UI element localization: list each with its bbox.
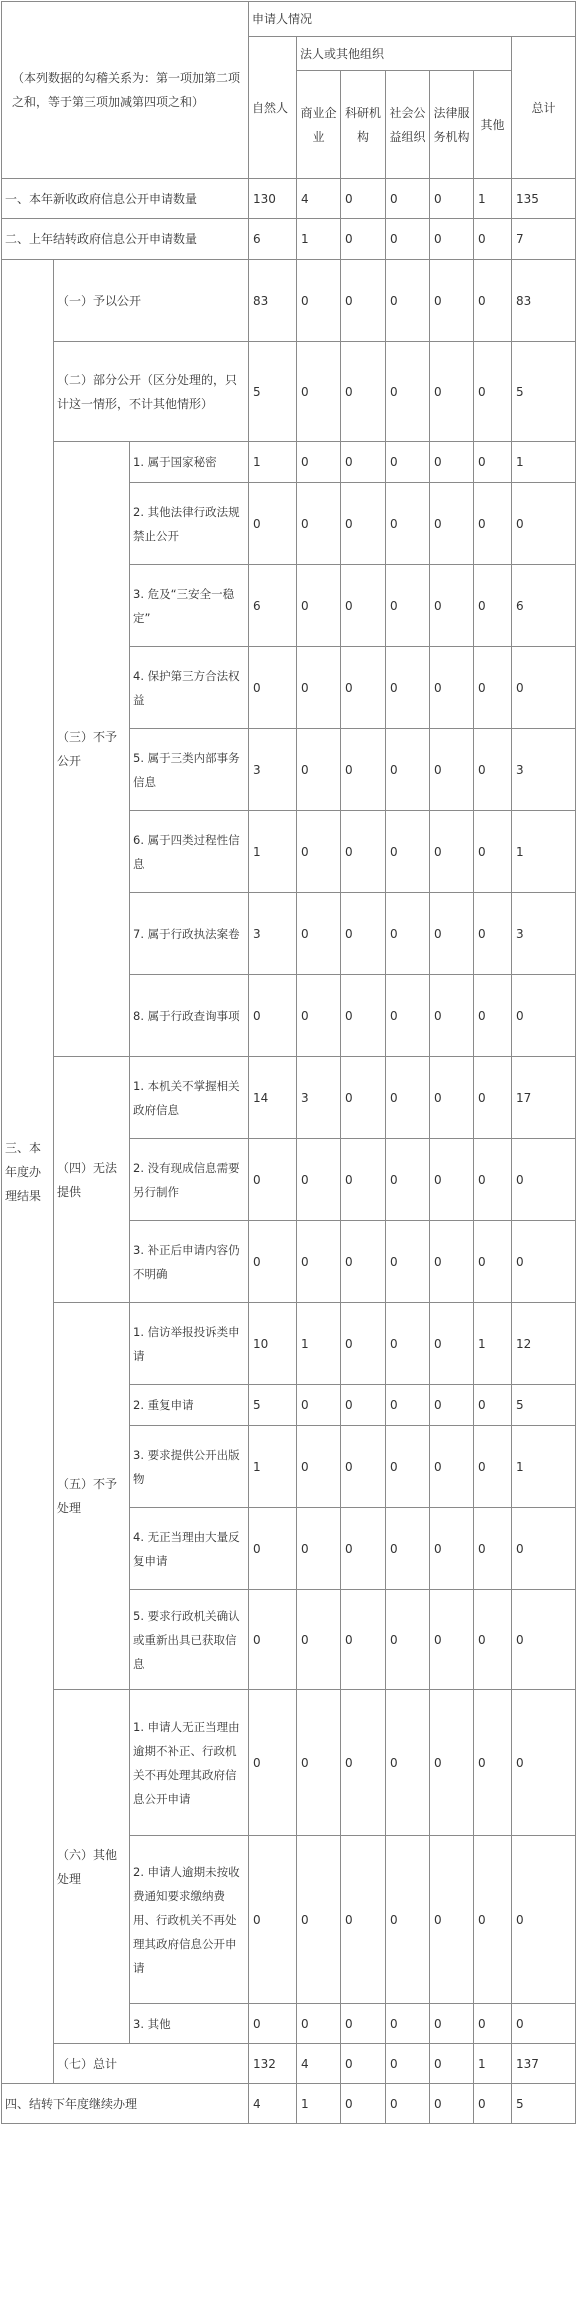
legal-group-header: 法人或其他组织 <box>297 37 512 71</box>
item-label: 6. 属于四类过程性信息 <box>130 811 249 893</box>
value-cell: 0 <box>430 729 474 811</box>
value-cell: 0 <box>386 1139 430 1221</box>
item-label: 1. 申请人无正当理由逾期不补正、行政机关不再处理其政府信息公开申请 <box>130 1690 249 1836</box>
research-header: 科研机构 <box>341 71 386 179</box>
value-cell: 0 <box>297 1385 341 1426</box>
value-cell: 3 <box>512 729 576 811</box>
commercial-header: 商业企业 <box>297 71 341 179</box>
value-cell: 0 <box>341 1836 386 2004</box>
value-cell: 0 <box>341 2044 386 2084</box>
value-cell: 0 <box>386 219 430 260</box>
table-row <box>2 1057 576 1139</box>
value-cell: 0 <box>341 1303 386 1385</box>
value-cell: 0 <box>341 1426 386 1508</box>
table-row <box>2 219 576 260</box>
value-cell: 0 <box>474 1385 512 1426</box>
value-cell: 0 <box>386 1426 430 1508</box>
value-cell: 0 <box>297 1508 341 1590</box>
value-cell: 6 <box>249 565 297 647</box>
value-cell: 1 <box>249 442 297 483</box>
value-cell: 0 <box>430 1303 474 1385</box>
value-cell: 0 <box>249 2004 297 2044</box>
table-row <box>2 2084 576 2124</box>
value-cell: 0 <box>341 219 386 260</box>
value-cell: 0 <box>341 811 386 893</box>
value-cell: 0 <box>386 729 430 811</box>
value-cell: 0 <box>297 565 341 647</box>
item-label: 2. 其他法律行政法规禁止公开 <box>130 483 249 565</box>
value-cell: 0 <box>297 442 341 483</box>
item-label: 4. 无正当理由大量反复申请 <box>130 1508 249 1590</box>
value-cell: 0 <box>430 219 474 260</box>
item-label: 2. 重复申请 <box>130 1385 249 1426</box>
value-cell: 0 <box>341 1690 386 1836</box>
value-cell: 0 <box>430 342 474 442</box>
value-cell: 0 <box>249 647 297 729</box>
item-label: 5. 要求行政机关确认或重新出具已获取信息 <box>130 1590 249 1690</box>
value-cell: 0 <box>297 729 341 811</box>
value-cell: 6 <box>249 219 297 260</box>
item-label: 1. 本机关不掌握相关政府信息 <box>130 1057 249 1139</box>
value-cell: 0 <box>474 1590 512 1690</box>
value-cell: 0 <box>386 1690 430 1836</box>
value-cell: 0 <box>512 1508 576 1590</box>
value-cell: 83 <box>249 260 297 342</box>
item-label: 1. 信访举报投诉类申请 <box>130 1303 249 1385</box>
value-cell: 0 <box>474 1836 512 2004</box>
item-label: 1. 属于国家秘密 <box>130 442 249 483</box>
other-header: 其他 <box>474 71 512 179</box>
value-cell: 17 <box>512 1057 576 1139</box>
value-cell: 0 <box>341 729 386 811</box>
value-cell: 0 <box>512 1836 576 2004</box>
item-label: 5. 属于三类内部事务信息 <box>130 729 249 811</box>
value-cell: 3 <box>249 729 297 811</box>
value-cell: 0 <box>386 1385 430 1426</box>
table-row <box>2 179 576 219</box>
value-cell: 0 <box>512 2004 576 2044</box>
value-cell: 0 <box>341 647 386 729</box>
table-row <box>2 442 576 483</box>
value-cell: 0 <box>297 975 341 1057</box>
value-cell: 0 <box>386 893 430 975</box>
row-label: （七）总计 <box>54 2044 249 2084</box>
value-cell: 0 <box>297 1690 341 1836</box>
natural-person-header: 自然人 <box>249 37 297 179</box>
value-cell: 0 <box>249 1221 297 1303</box>
row-label: 一、本年新收政府信息公开申请数量 <box>2 179 249 219</box>
value-cell: 0 <box>297 647 341 729</box>
value-cell: 0 <box>474 893 512 975</box>
value-cell: 0 <box>430 1139 474 1221</box>
value-cell: 0 <box>430 179 474 219</box>
value-cell: 0 <box>341 2004 386 2044</box>
value-cell: 0 <box>430 1690 474 1836</box>
value-cell: 0 <box>341 975 386 1057</box>
value-cell: 0 <box>249 975 297 1057</box>
value-cell: 1 <box>512 442 576 483</box>
value-cell: 0 <box>341 260 386 342</box>
value-cell: 0 <box>386 1057 430 1139</box>
value-cell: 0 <box>430 1590 474 1690</box>
value-cell: 0 <box>341 565 386 647</box>
value-cell: 3 <box>249 893 297 975</box>
value-cell: 0 <box>512 647 576 729</box>
value-cell: 1 <box>249 811 297 893</box>
value-cell: 0 <box>430 811 474 893</box>
value-cell: 0 <box>474 483 512 565</box>
value-cell: 3 <box>512 893 576 975</box>
value-cell: 0 <box>474 1690 512 1836</box>
value-cell: 5 <box>249 1385 297 1426</box>
group-label: （五）不予处理 <box>54 1303 130 1690</box>
value-cell: 0 <box>474 2004 512 2044</box>
row-label: （一）予以公开 <box>54 260 249 342</box>
value-cell: 0 <box>341 179 386 219</box>
value-cell: 0 <box>512 975 576 1057</box>
value-cell: 0 <box>386 2044 430 2084</box>
value-cell: 0 <box>474 1139 512 1221</box>
value-cell: 0 <box>386 483 430 565</box>
value-cell: 0 <box>430 565 474 647</box>
value-cell: 0 <box>512 1590 576 1690</box>
value-cell: 5 <box>512 1385 576 1426</box>
value-cell: 0 <box>297 893 341 975</box>
value-cell: 0 <box>297 811 341 893</box>
value-cell: 4 <box>297 2044 341 2084</box>
value-cell: 0 <box>430 2084 474 2124</box>
row-label: 二、上年结转政府信息公开申请数量 <box>2 219 249 260</box>
section3-label: 三、本年度办理结果 <box>2 260 54 2084</box>
value-cell: 0 <box>430 2044 474 2084</box>
reconciliation-note: （本列数据的勾稽关系为：第一项加第二项之和，等于第三项加减第四项之和） <box>2 2 249 179</box>
value-cell: 0 <box>297 342 341 442</box>
value-cell: 0 <box>430 1836 474 2004</box>
value-cell: 0 <box>297 1836 341 2004</box>
row-label: （二）部分公开（区分处理的，只计这一情形，不计其他情形） <box>54 342 249 442</box>
value-cell: 0 <box>341 1385 386 1426</box>
value-cell: 83 <box>512 260 576 342</box>
value-cell: 135 <box>512 179 576 219</box>
value-cell: 3 <box>297 1057 341 1139</box>
value-cell: 0 <box>474 1426 512 1508</box>
value-cell: 0 <box>430 483 474 565</box>
value-cell: 1 <box>297 1303 341 1385</box>
value-cell: 0 <box>430 647 474 729</box>
value-cell: 0 <box>297 1590 341 1690</box>
value-cell: 0 <box>474 1508 512 1590</box>
value-cell: 1 <box>297 219 341 260</box>
value-cell: 0 <box>341 2084 386 2124</box>
value-cell: 0 <box>341 483 386 565</box>
value-cell: 0 <box>249 1690 297 1836</box>
value-cell: 0 <box>512 483 576 565</box>
value-cell: 0 <box>474 219 512 260</box>
table-row <box>2 260 576 342</box>
disclosure-statistics-table <box>1 1 576 2124</box>
value-cell: 0 <box>430 1057 474 1139</box>
table-row <box>2 342 576 442</box>
group-label: （三）不予公开 <box>54 442 130 1057</box>
table-row <box>2 1303 576 1385</box>
value-cell: 1 <box>249 1426 297 1508</box>
table-row <box>2 1690 576 1836</box>
value-cell: 1 <box>512 1426 576 1508</box>
value-cell: 0 <box>386 1508 430 1590</box>
item-label: 2. 申请人逾期未按收费通知要求缴纳费用、行政机关不再处理其政府信息公开申请 <box>130 1836 249 2004</box>
public-welfare-header: 社会公益组织 <box>386 71 430 179</box>
value-cell: 0 <box>297 1426 341 1508</box>
value-cell: 0 <box>386 2004 430 2044</box>
value-cell: 0 <box>341 1508 386 1590</box>
item-label: 3. 补正后申请内容仍不明确 <box>130 1221 249 1303</box>
value-cell: 132 <box>249 2044 297 2084</box>
value-cell: 0 <box>341 442 386 483</box>
value-cell: 0 <box>430 2004 474 2044</box>
value-cell: 0 <box>341 1057 386 1139</box>
value-cell: 0 <box>474 1221 512 1303</box>
item-label: 4. 保护第三方合法权益 <box>130 647 249 729</box>
value-cell: 0 <box>297 2004 341 2044</box>
value-cell: 0 <box>386 565 430 647</box>
value-cell: 0 <box>297 1139 341 1221</box>
value-cell: 137 <box>512 2044 576 2084</box>
value-cell: 0 <box>474 1057 512 1139</box>
value-cell: 0 <box>474 975 512 1057</box>
value-cell: 0 <box>386 1221 430 1303</box>
value-cell: 0 <box>341 1221 386 1303</box>
value-cell: 1 <box>474 1303 512 1385</box>
value-cell: 0 <box>430 1508 474 1590</box>
value-cell: 1 <box>512 811 576 893</box>
total-header: 总计 <box>512 37 576 179</box>
value-cell: 7 <box>512 219 576 260</box>
value-cell: 0 <box>386 975 430 1057</box>
value-cell: 0 <box>474 811 512 893</box>
value-cell: 4 <box>297 179 341 219</box>
table-row <box>2 2044 576 2084</box>
value-cell: 0 <box>474 2084 512 2124</box>
value-cell: 0 <box>386 442 430 483</box>
value-cell: 0 <box>512 1221 576 1303</box>
value-cell: 0 <box>512 1690 576 1836</box>
value-cell: 0 <box>474 729 512 811</box>
value-cell: 0 <box>430 260 474 342</box>
value-cell: 5 <box>512 342 576 442</box>
value-cell: 0 <box>474 442 512 483</box>
legal-service-header: 法律服务机构 <box>430 71 474 179</box>
item-label: 3. 危及“三安全一稳定” <box>130 565 249 647</box>
value-cell: 0 <box>474 260 512 342</box>
value-cell: 5 <box>512 2084 576 2124</box>
value-cell: 0 <box>430 975 474 1057</box>
value-cell: 0 <box>341 893 386 975</box>
value-cell: 0 <box>297 1221 341 1303</box>
value-cell: 0 <box>386 260 430 342</box>
item-label: 8. 属于行政查询事项 <box>130 975 249 1057</box>
group-label: （六）其他处理 <box>54 1690 130 2044</box>
value-cell: 0 <box>341 1139 386 1221</box>
value-cell: 0 <box>249 1836 297 2004</box>
value-cell: 0 <box>386 647 430 729</box>
value-cell: 0 <box>386 2084 430 2124</box>
value-cell: 0 <box>386 1590 430 1690</box>
value-cell: 5 <box>249 342 297 442</box>
value-cell: 130 <box>249 179 297 219</box>
value-cell: 0 <box>386 811 430 893</box>
value-cell: 0 <box>386 179 430 219</box>
value-cell: 1 <box>297 2084 341 2124</box>
value-cell: 12 <box>512 1303 576 1385</box>
value-cell: 0 <box>474 647 512 729</box>
value-cell: 0 <box>430 1426 474 1508</box>
value-cell: 0 <box>297 260 341 342</box>
value-cell: 4 <box>249 2084 297 2124</box>
value-cell: 0 <box>249 1508 297 1590</box>
group-label: （四）无法提供 <box>54 1057 130 1303</box>
value-cell: 10 <box>249 1303 297 1385</box>
item-label: 2. 没有现成信息需要另行制作 <box>130 1139 249 1221</box>
row-label: 四、结转下年度继续办理 <box>2 2084 249 2124</box>
value-cell: 0 <box>249 1139 297 1221</box>
value-cell: 0 <box>474 342 512 442</box>
value-cell: 14 <box>249 1057 297 1139</box>
item-label: 7. 属于行政执法案卷 <box>130 893 249 975</box>
value-cell: 0 <box>430 1221 474 1303</box>
value-cell: 0 <box>430 893 474 975</box>
value-cell: 0 <box>386 1836 430 2004</box>
value-cell: 1 <box>474 2044 512 2084</box>
value-cell: 1 <box>474 179 512 219</box>
value-cell: 0 <box>512 1139 576 1221</box>
applicant-status-header: 申请人情况 <box>249 2 576 37</box>
value-cell: 0 <box>341 1590 386 1690</box>
item-label: 3. 其他 <box>130 2004 249 2044</box>
value-cell: 0 <box>297 483 341 565</box>
item-label: 3. 要求提供公开出版物 <box>130 1426 249 1508</box>
value-cell: 0 <box>341 342 386 442</box>
value-cell: 0 <box>430 442 474 483</box>
value-cell: 0 <box>249 1590 297 1690</box>
value-cell: 0 <box>249 483 297 565</box>
value-cell: 0 <box>386 1303 430 1385</box>
value-cell: 0 <box>386 342 430 442</box>
value-cell: 6 <box>512 565 576 647</box>
value-cell: 0 <box>430 1385 474 1426</box>
value-cell: 0 <box>474 565 512 647</box>
